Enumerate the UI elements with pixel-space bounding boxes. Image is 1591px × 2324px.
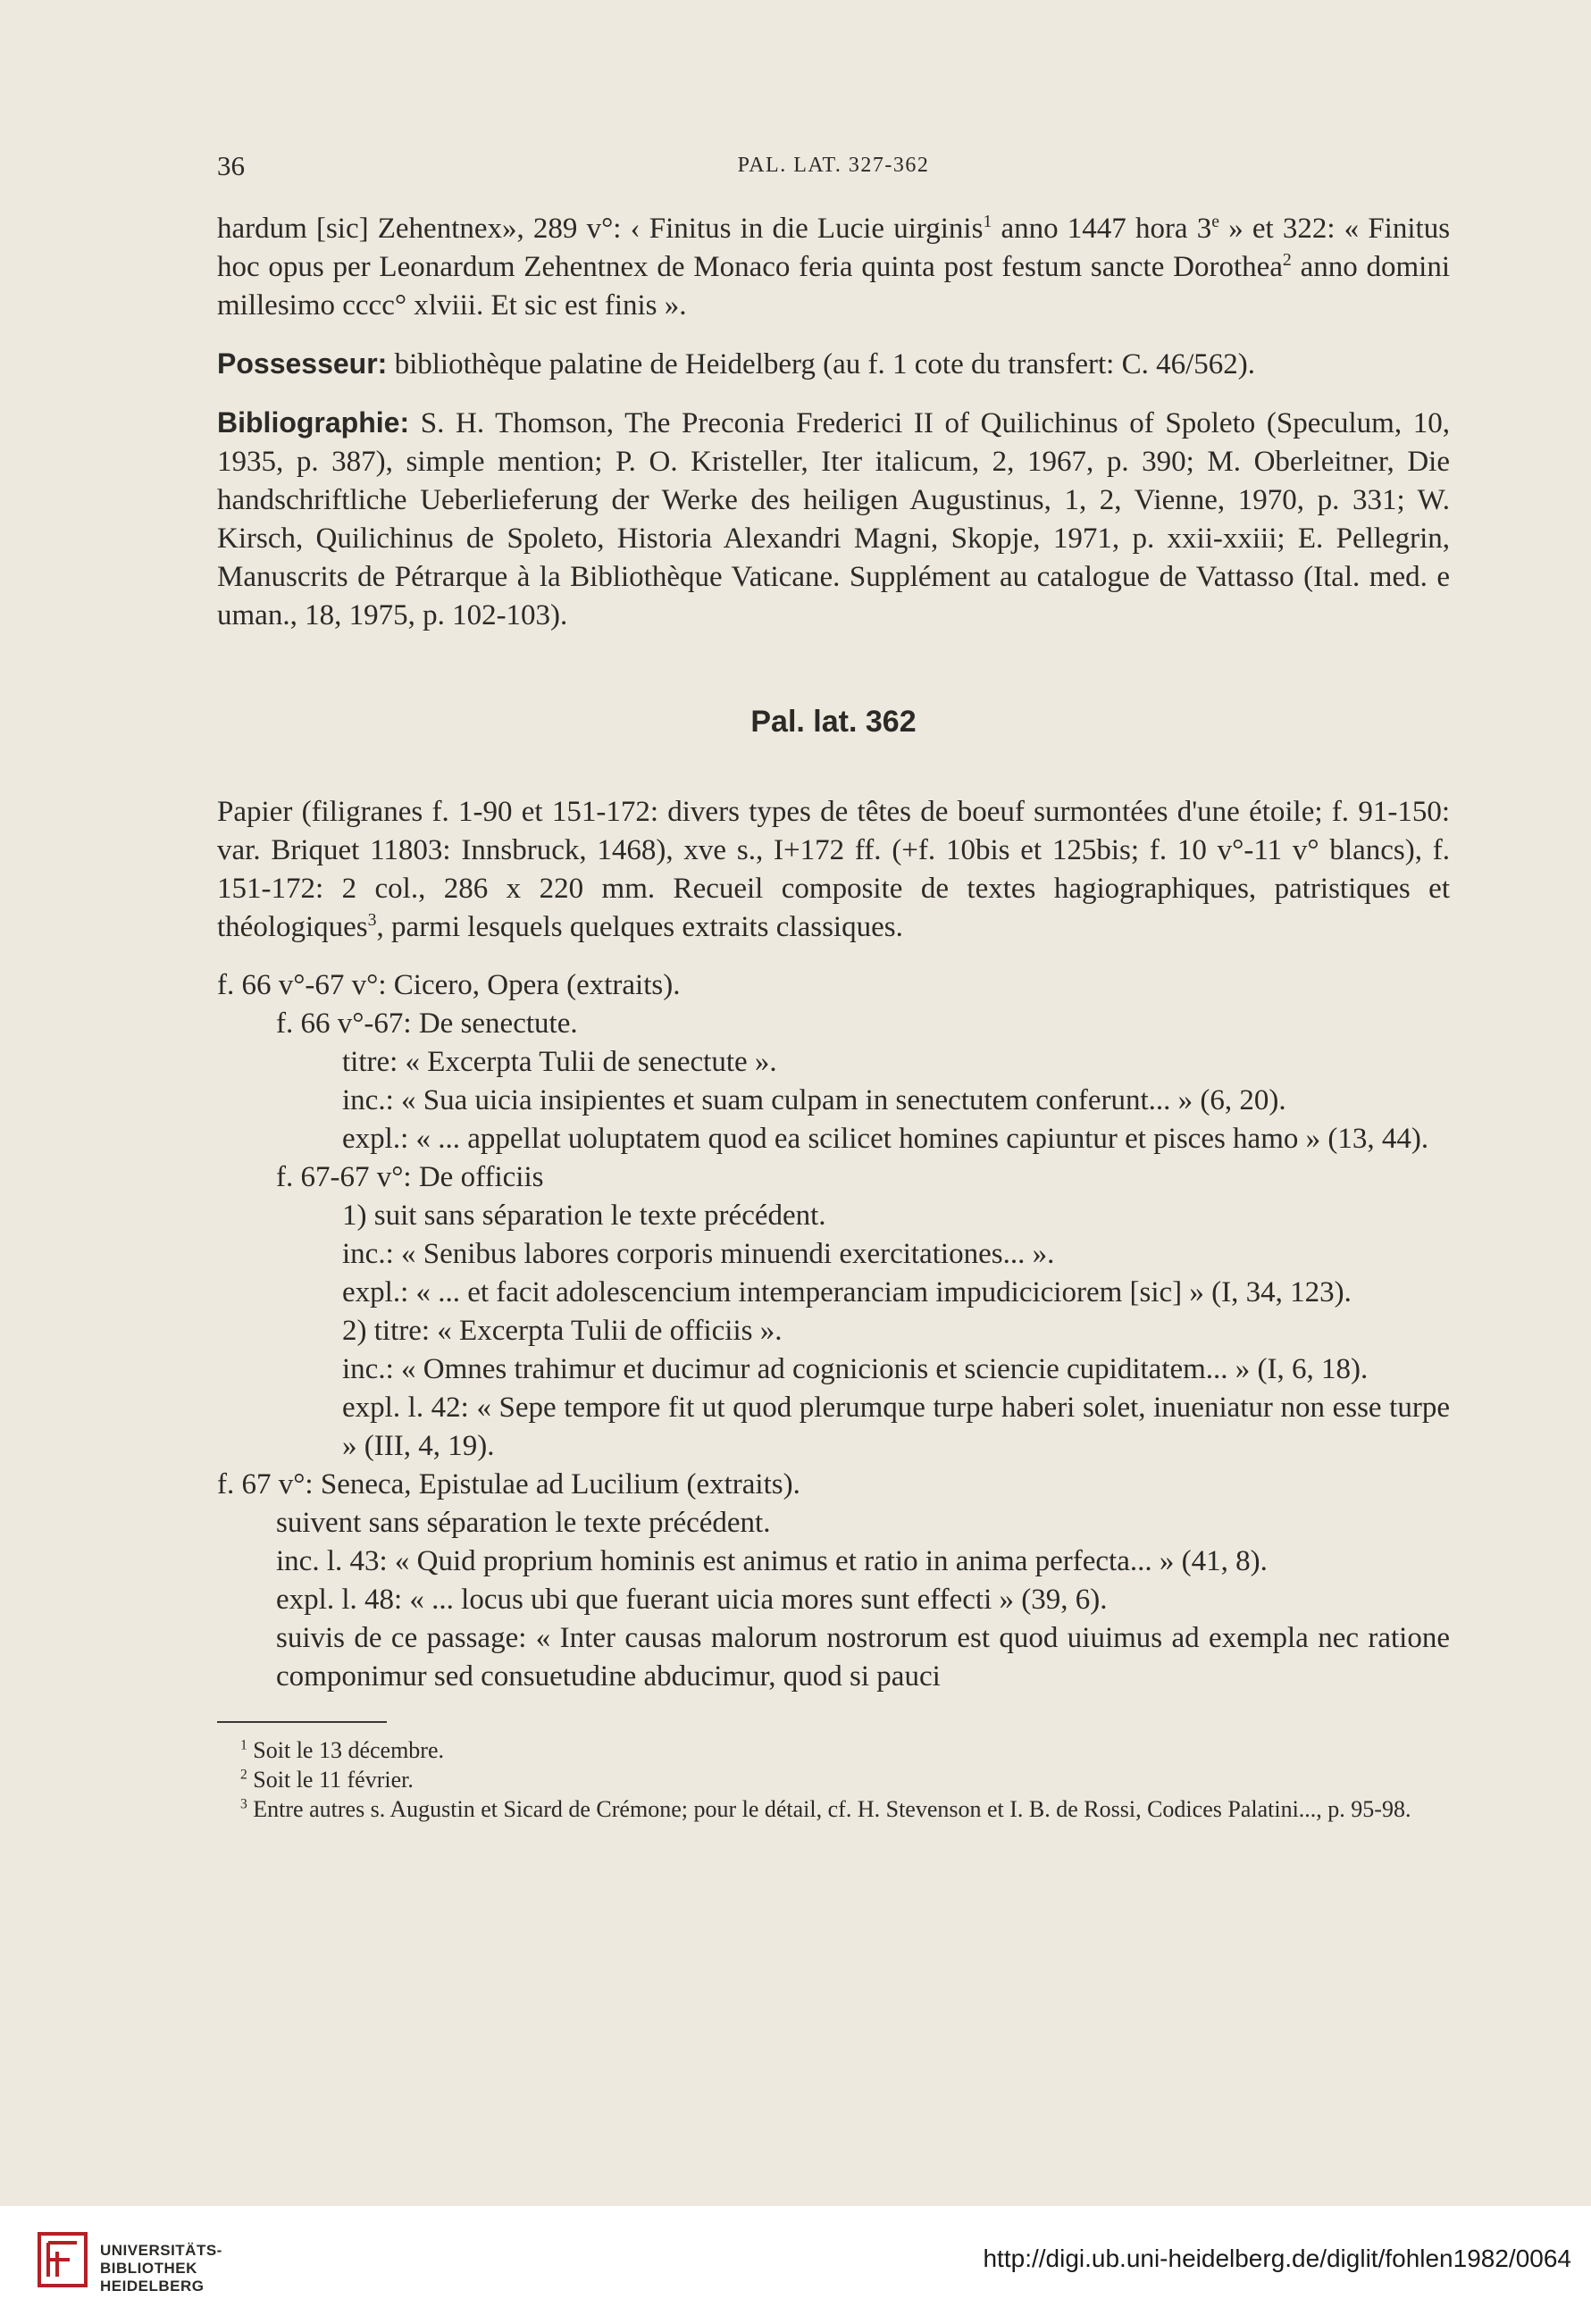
footnotes <box>217 1735 1450 1824</box>
footnote: $^2$ Soit le 11 février. <box>240 1767 414 1793</box>
entry-seneca-expl: expl. l. 48: « ... locus ubi que fuerant uicia mores sunt effecti » (39, 6). <box>276 1584 1108 1616</box>
section-heading: Pal. lat. 362 <box>750 705 917 739</box>
entry-senectute-inc: inc.: « Sua uicia insipientes et suam culpam in senectutem conferunt... » (6, 20). <box>342 1084 1286 1116</box>
entry-officiis-1: 1) suit sans séparation le texte précédent. <box>342 1200 826 1232</box>
page-number: 36 <box>217 150 245 181</box>
body-text <box>217 210 1450 1824</box>
possesseur-paragraph: Possesseur: bibliothèque palatine de Heidelberg (au f. 1 cote du transfert: C. 46/562). <box>217 347 1256 380</box>
entry-officiis-1-inc: inc.: « Senibus labores corporis minuendi exercitationes... ». <box>342 1238 1055 1270</box>
entry-senectute-head: f. 66 v°-67: De senectute. <box>276 1007 578 1040</box>
library-logo-text: UNIVERSITÄTS- BIBLIOTHEK HEIDELBERG <box>100 2242 222 2295</box>
permalink[interactable]: http://digi.ub.uni-heidelberg.de/diglit/fohlen1982/0064 <box>983 2245 1571 2272</box>
entry-seneca-suivis: suivis de ce passage: « Inter causas malorum nostrorum est quod uiuimus ad exempla nec ratione componimur sed consuetudine abducimur, quod si pauci <box>276 1622 1450 1693</box>
footnote-ref[interactable]: 3 <box>367 910 377 930</box>
entry-officiis-2: 2) titre: « Excerpta Tulii de officiis ». <box>342 1315 783 1347</box>
footnote-rule <box>217 1721 387 1723</box>
footnote: $^1$ Soit le 13 décembre. <box>240 1737 445 1763</box>
entry-officiis-1-expl: expl.: « ... et facit adolescencium intemperanciam impudiciciorem [sic] » (I, 34, 123). <box>342 1276 1352 1308</box>
entry-seneca-inc: inc. l. 43: « Quid proprium hominis est animus et ratio in anima perfecta... » (41, 8). <box>276 1545 1268 1577</box>
entry-seneca-1: suivent sans séparation le texte précédent. <box>276 1507 771 1539</box>
footnote-ref[interactable]: 2 <box>1282 250 1292 270</box>
entry-seneca: f. 67 v°: Seneca, Epistulae ad Lucilium (extraits). <box>217 1468 800 1501</box>
description-paragraph: Papier (filigranes f. 1-90 et 151-172: divers types de têtes de boeuf surmontées d'une étoile; f. 91-150: var. Briquet 11803: Innsbruck, 1468), xve s., I+172 ff. (+f. 10bis et 125bis; f. 10 v°-11 v° blancs), f. 151-172: 2 col., 286 x 220 mm. Recueil composite de textes hagiographiques, patristiques et théologiques$^3$, parmi lesquels quelques extraits classiques. <box>217 796 1450 943</box>
colophon-paragraph: hardum [sic] Zehentnex», 289 v°: ‹ Finitus in die Lucie uirginis$^1$ anno 1447 hora 3e » et 322: « Finitus hoc opus per Leonardum Zehentnex de Monaco feria quinta post festum sancte Dorothea$^2$ anno domini millesimo cccc° xlviii. Et sic est finis ». <box>217 212 1451 322</box>
footnote-ref[interactable]: 1 <box>983 212 992 231</box>
bibliographie-paragraph: Bibliographie: S. H. Thomson, The Preconia Frederici II of Quilichinus of Spoleto (Speculum, 10, 1935, p. 387), simple mention; P. O. Kristeller, Iter italicum, 2, 1967, p. 390; M. Oberleitner, Die handschriftliche Ueberlieferung der Werke des heiligen Augustinus, 1, 2, Vienne, 1970, p. 331; W. Kirsch, Quilichinus de Spoleto, Historia Alexandri Magni, Skopje, 1971, p. xxii-xxiii; E. Pellegrin, Manuscrits de Pétrarque à la Bibliothèque Vaticane. Supplément au catalogue de Vattasso (Ital. med. e uman., 18, 1975, p. 102-103). <box>217 406 1450 631</box>
entry-officiis-2-expl: expl. l. 42: « Sepe tempore fit ut quod plerumque turpe haberi solet, inueniatur non esse turpe » (III, 4, 19). <box>342 1392 1450 1462</box>
entry-senectute-expl: expl.: « ... appellat uoluptatem quod ea scilicet homines capiuntur et pisces hamo » (13, 44). <box>342 1123 1429 1155</box>
footnote: $^3$ Entre autres s. Augustin et Sicard de Crémone; pour le détail, cf. H. Stevenson et I. B. de Rossi, Codices Palatini..., p. 95-98. <box>240 1796 1411 1822</box>
possesseur-label: Possesseur: <box>217 347 388 380</box>
library-logo-icon <box>36 2230 89 2289</box>
entry-officiis-2-inc: inc.: « Omnes trahimur et ducimur ad cognicionis et sciencie cupiditatem... » (I, 6, 18). <box>342 1353 1369 1385</box>
bibliographie-label: Bibliographie: <box>217 406 410 439</box>
running-title: PAL. LAT. 327-362 <box>737 154 930 177</box>
entry-senectute-titre: titre: « Excerpta Tulii de senectute ». <box>342 1046 777 1078</box>
entry-cicero: f. 66 v°-67 v°: Cicero, Opera (extraits). <box>217 969 681 1001</box>
entry-officiis-head: f. 67-67 v°: De officiis <box>276 1161 544 1193</box>
